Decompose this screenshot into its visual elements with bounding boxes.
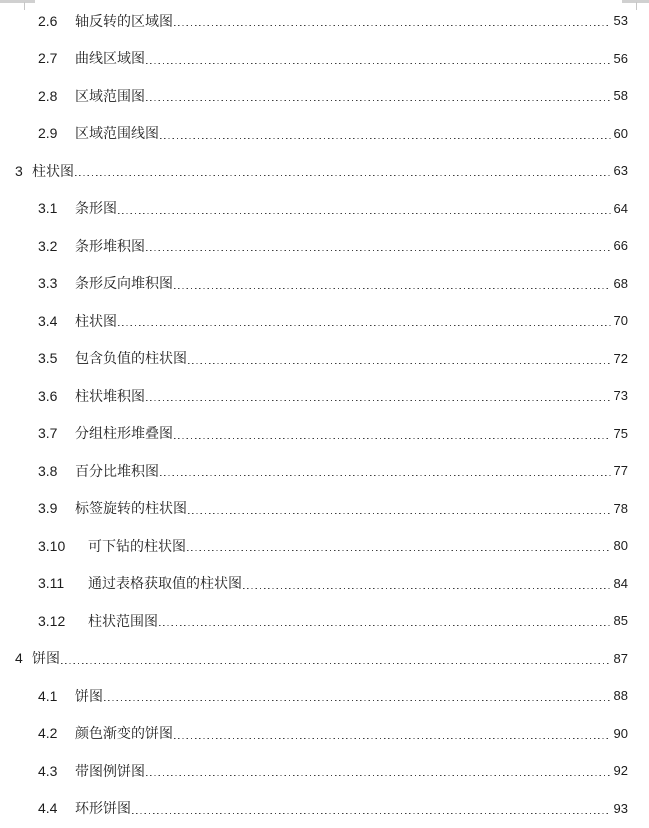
entry-number: 3.1 bbox=[38, 200, 58, 217]
entry-number: 3 bbox=[15, 162, 23, 179]
toc-entry-row[interactable] bbox=[0, 227, 628, 265]
toc-entry-row[interactable] bbox=[0, 490, 628, 528]
entry-page-number: 87 bbox=[613, 650, 628, 666]
entry-number: 4 bbox=[15, 650, 23, 667]
toc-entry-row[interactable] bbox=[0, 602, 628, 640]
entry-number: 3.6 bbox=[38, 387, 58, 404]
toc-entry-row[interactable] bbox=[0, 340, 628, 378]
dot-leader bbox=[146, 250, 611, 251]
entry-page-number: 78 bbox=[613, 500, 628, 516]
entry-page-number: 56 bbox=[613, 50, 628, 66]
dot-leader bbox=[243, 588, 611, 589]
entry-number: 2.9 bbox=[38, 125, 58, 142]
entry-number: 3.7 bbox=[38, 425, 58, 442]
entry-page-number: 75 bbox=[613, 425, 628, 441]
entry-number: 2.7 bbox=[38, 50, 58, 67]
toc-list bbox=[0, 2, 649, 827]
entry-title: 饼图 bbox=[32, 650, 60, 667]
entry-number: 3.12 bbox=[38, 612, 66, 629]
dot-leader bbox=[187, 550, 611, 551]
entry-title: 包含负值的柱状图 bbox=[75, 350, 187, 367]
dot-leader bbox=[104, 700, 611, 701]
dot-leader bbox=[146, 63, 611, 64]
entry-page-number: 80 bbox=[613, 538, 628, 554]
toc-entry-row[interactable] bbox=[0, 677, 628, 715]
entry-title: 条形堆积图 bbox=[75, 237, 145, 254]
toc-entry-row[interactable] bbox=[0, 2, 628, 40]
entry-page-number: 92 bbox=[613, 763, 628, 779]
entry-title: 柱状堆积图 bbox=[75, 387, 145, 404]
dot-leader bbox=[174, 438, 611, 439]
entry-page-number: 93 bbox=[613, 800, 628, 816]
entry-page-number: 72 bbox=[613, 350, 628, 366]
entry-number: 4.1 bbox=[38, 687, 58, 704]
entry-number: 3.2 bbox=[38, 237, 58, 254]
entry-title: 可下钻的柱状图 bbox=[88, 537, 186, 554]
toc-entry-row[interactable] bbox=[0, 790, 628, 828]
toc-entry-row[interactable] bbox=[0, 565, 628, 603]
dot-leader bbox=[174, 25, 611, 26]
entry-page-number: 88 bbox=[613, 688, 628, 704]
toc-entry-row[interactable] bbox=[0, 77, 628, 115]
entry-page-number: 64 bbox=[613, 200, 628, 216]
entry-number: 3.3 bbox=[38, 275, 58, 292]
dot-leader bbox=[160, 475, 611, 476]
entry-page-number: 60 bbox=[613, 125, 628, 141]
entry-title: 曲线区域图 bbox=[75, 50, 145, 67]
entry-title: 条形反向堆积图 bbox=[75, 275, 173, 292]
entry-title: 饼图 bbox=[75, 687, 103, 704]
dot-leader bbox=[75, 175, 611, 176]
entry-page-number: 84 bbox=[613, 575, 628, 591]
toc-entry-row[interactable] bbox=[0, 527, 628, 565]
entry-number: 3.8 bbox=[38, 462, 58, 479]
entry-number: 2.8 bbox=[38, 87, 58, 104]
toc-entry-row[interactable] bbox=[0, 302, 628, 340]
entry-title: 区域范围线图 bbox=[75, 125, 159, 142]
entry-number: 4.2 bbox=[38, 725, 58, 742]
entry-number: 4.4 bbox=[38, 800, 58, 817]
entry-number: 3.9 bbox=[38, 500, 58, 517]
dot-leader bbox=[146, 775, 611, 776]
dot-leader bbox=[118, 325, 611, 326]
entry-title: 条形图 bbox=[75, 200, 117, 217]
toc-entry-row[interactable] bbox=[0, 415, 628, 453]
entry-title: 柱状范围图 bbox=[88, 612, 158, 629]
entry-page-number: 58 bbox=[613, 88, 628, 104]
entry-title: 分组柱形堆叠图 bbox=[75, 425, 173, 442]
entry-title: 环形饼图 bbox=[75, 800, 131, 817]
entry-page-number: 53 bbox=[613, 13, 628, 29]
dot-leader bbox=[132, 813, 611, 814]
entry-title: 百分比堆积图 bbox=[75, 462, 159, 479]
entry-page-number: 70 bbox=[613, 313, 628, 329]
toc-entry-row[interactable] bbox=[0, 265, 628, 303]
dot-leader bbox=[160, 138, 611, 139]
toc-entry-row[interactable] bbox=[0, 115, 628, 153]
dot-leader bbox=[174, 738, 611, 739]
dot-leader bbox=[118, 213, 611, 214]
entry-title: 通过表格获取值的柱状图 bbox=[88, 575, 242, 592]
dot-leader bbox=[61, 663, 611, 664]
entry-page-number: 77 bbox=[613, 463, 628, 479]
entry-title: 柱状图 bbox=[32, 162, 74, 179]
entry-page-number: 66 bbox=[613, 238, 628, 254]
toc-entry-row[interactable] bbox=[0, 715, 628, 753]
entry-number: 3.10 bbox=[38, 537, 66, 554]
toc-entry-row[interactable] bbox=[0, 152, 628, 190]
entry-title: 带图例饼图 bbox=[75, 762, 145, 779]
dot-leader bbox=[188, 363, 611, 364]
dot-leader bbox=[146, 100, 611, 101]
dot-leader bbox=[159, 625, 611, 626]
toc-entry-row[interactable] bbox=[0, 452, 628, 490]
toc-entry-row[interactable] bbox=[0, 377, 628, 415]
toc-entry-row[interactable] bbox=[0, 752, 628, 790]
entry-page-number: 85 bbox=[613, 613, 628, 629]
entry-title: 柱状图 bbox=[75, 312, 117, 329]
entry-number: 3.5 bbox=[38, 350, 58, 367]
toc-entry-row[interactable] bbox=[0, 40, 628, 78]
entry-page-number: 73 bbox=[613, 388, 628, 404]
entry-number: 3.11 bbox=[38, 575, 65, 592]
toc-entry-row[interactable] bbox=[0, 190, 628, 228]
entry-title: 颜色渐变的饼图 bbox=[75, 725, 173, 742]
entry-title: 区域范围图 bbox=[75, 87, 145, 104]
entry-page-number: 90 bbox=[613, 725, 628, 741]
dot-leader bbox=[174, 288, 611, 289]
toc-entry-row[interactable] bbox=[0, 640, 628, 678]
entry-title: 标签旋转的柱状图 bbox=[75, 500, 187, 517]
entry-page-number: 63 bbox=[613, 163, 628, 179]
entry-number: 3.4 bbox=[38, 312, 58, 329]
dot-leader bbox=[146, 400, 611, 401]
entry-page-number: 68 bbox=[613, 275, 628, 291]
dot-leader bbox=[188, 513, 611, 514]
entry-number: 2.6 bbox=[38, 12, 58, 29]
entry-title: 轴反转的区域图 bbox=[75, 12, 173, 29]
entry-number: 4.3 bbox=[38, 762, 58, 779]
